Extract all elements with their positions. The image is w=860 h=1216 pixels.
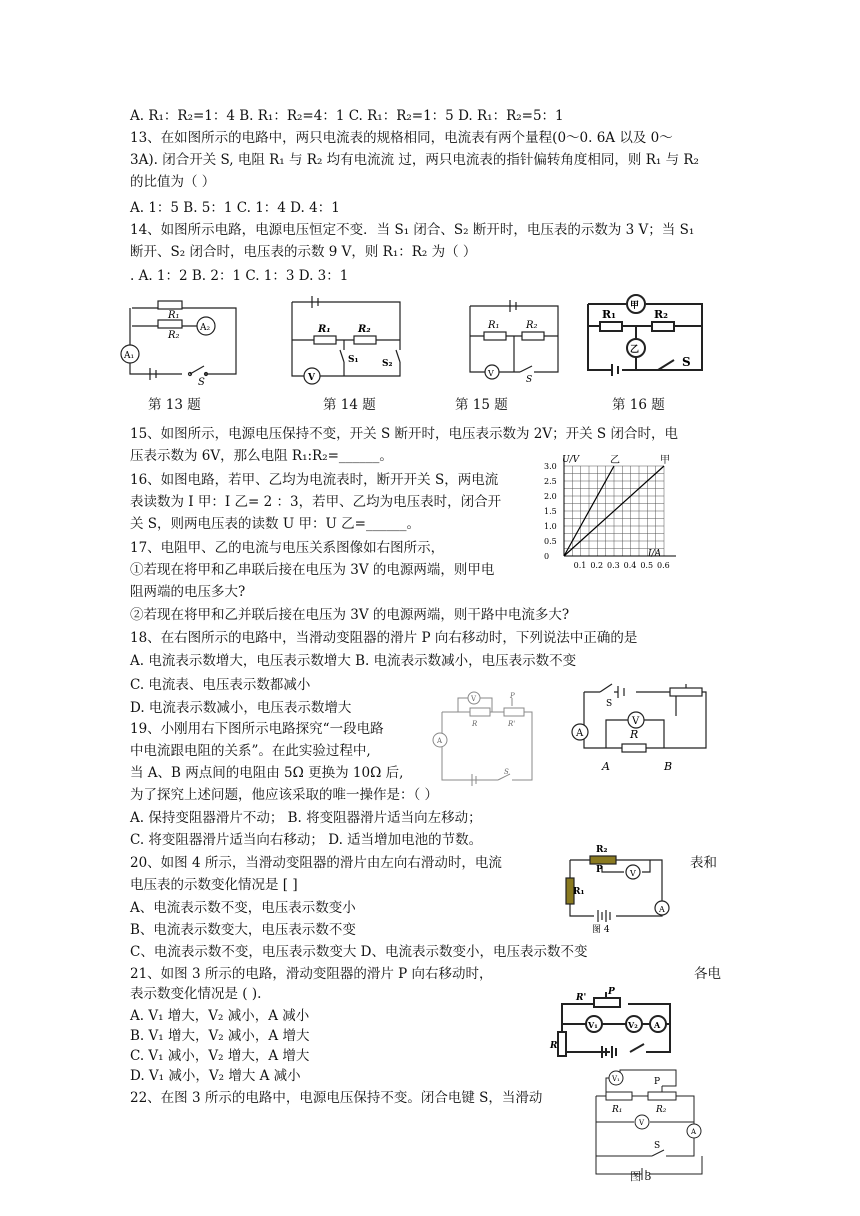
fig4-r1-label: R₁ [573, 887, 585, 897]
chart-y-tick: 0.5 [544, 537, 557, 546]
figure-q14-circuit [284, 292, 408, 382]
figure-3-circuit-q21 [550, 984, 680, 1064]
q18-text: 18、在右图所示的电路中，当滑动变阻器的滑片 P 向右移动时，下列说法中正确的是 [130, 630, 638, 646]
fig4-r2-label: R₂ [596, 845, 608, 855]
fig3b-v-label: V [639, 1119, 645, 1127]
fig3b-r2-label: R₂ [656, 1105, 667, 1115]
q17-text-1: 17、电阻甲、乙的电流与电压关系图像如右图所示， [130, 540, 445, 556]
caption-q13: 第 13 题 [148, 397, 201, 413]
q18-a-label: A [437, 737, 443, 745]
q17-text-2: ①若现在将甲和乙串联后接在电压为 3V 的电源两端，则甲电 [130, 562, 495, 578]
q16-s-label: S [682, 355, 691, 369]
chart-y-tick: 2.5 [544, 477, 557, 486]
chart-x-tick: 0.1 [573, 561, 587, 570]
q16-jia-label: 甲 [630, 301, 640, 311]
q21-text-1b: 各电 [694, 966, 721, 982]
q15-r2-label: R₂ [526, 320, 538, 331]
figure-q19-circuit [566, 682, 716, 776]
chart-xlabel: I/A [648, 549, 662, 559]
q19-s-label: S [606, 699, 613, 709]
q16-r2-label: R₂ [654, 308, 668, 321]
chart-y-tick: 2.0 [544, 492, 557, 501]
q14-text-1: 14、如图所示电路，电源电压恒定不变．当 S₁ 闭合、S₂ 断开时，电压表的示数为 3 V；当 S₁ [130, 222, 695, 238]
q19-text-4: 为了探究上述问题，他应该采取的唯一操作是：（ ） [130, 787, 439, 803]
q13-text-3: 的比值为（ ） [130, 174, 216, 190]
q16-text-3: 关 S，则两电压表的读数 U 甲：U 乙=______。 [130, 516, 420, 532]
fig3-p-label: P [608, 987, 615, 997]
figure-q15-circuit [464, 298, 564, 385]
chart-x-tick: 0.5 [640, 561, 654, 570]
q14-s2-label: S₂ [382, 359, 393, 369]
figure-3-circuit-q22 [592, 1066, 708, 1180]
q13-a2-label: A₂ [200, 323, 211, 333]
q15-r1-label: R₁ [488, 320, 500, 331]
q13-text-2: 3A). 闭合开关 S, 电阻 R₁ 与 R₂ 均有电流流 过，两只电流表的指针偏转角度相同，则 R₁ 与 R₂ [130, 152, 699, 168]
chart-x-tick: 0.3 [607, 561, 620, 570]
q19-point-a: A [602, 760, 610, 773]
q19-point-b: B [664, 760, 673, 773]
chart-ylabel: U/V [562, 455, 580, 465]
q19-v-label: V [632, 716, 640, 727]
fig3b-r1-label: R₁ [612, 1105, 623, 1115]
q21-text-1: 21、如图 3 所示的电路，滑动变阻器的滑片 P 向右移动时， [130, 966, 493, 982]
fig4-v-label: V [630, 869, 636, 878]
caption-q14: 第 14 题 [323, 397, 376, 413]
q18-v-label: V [471, 695, 477, 703]
q14-text-2: 断开、S₂ 闭合时，电压表的示数 9 V，则 R₁：R₂ 为（ ） [130, 244, 477, 260]
q20-option-a: A、电流表示数不变，电压表示数变小 [130, 900, 356, 916]
q21-text-2: 表示数变化情况是 ( ). [130, 986, 262, 1002]
q14-r2-label: R₂ [358, 324, 371, 335]
q20-option-b: B、电流表示数变大，电压表示数不变 [130, 922, 356, 938]
caption-q16: 第 16 题 [612, 397, 665, 413]
q19-option-cd: C. 将变阻器滑片适当向右移动； D. 适当增加电池的节数。 [130, 832, 483, 848]
q16-r1-label: R₁ [602, 308, 616, 321]
q13-a1-label: A₁ [124, 351, 135, 361]
figure-q16-circuit [582, 294, 708, 380]
q15-text-1: 15、如图所示，电源电压保持不变，开关 S 断开时，电压表示数为 2V；开关 S 闭合时，电 [130, 426, 678, 442]
fig3b-v1-label: V₁ [612, 1075, 620, 1083]
caption-fig3: 图 3 [630, 1170, 652, 1183]
fig3b-p-label: P [654, 1077, 661, 1087]
q20-text-1b: 表和 [690, 855, 717, 871]
q14-s1-label: S₁ [348, 355, 359, 365]
q21-option-d: D. V₁ 减小，V₂ 增大 A 减小 [130, 1068, 301, 1084]
q16-text-2: 表读数为 I 甲：I 乙= 2 ：3，若甲、乙均为电压表时，闭合开 [130, 494, 502, 510]
q18-option-d: D. 电流表示数减小，电压表示数增大 [130, 700, 352, 716]
figure-q18-circuit [428, 690, 546, 788]
fig4-caption: 图 4 [592, 925, 610, 935]
fig3-v1-label: V₁ [588, 1020, 598, 1030]
chart-x-tick: 0.4 [623, 561, 637, 570]
fig4-p-label: P [596, 865, 603, 875]
fig3b-s-label: S [654, 1141, 661, 1151]
q19-a-label: A [576, 728, 584, 739]
q18-option-ab: A. 电流表示数增大，电压表示数增大 B. 电流表示数减小，电压表示数不变 [130, 653, 577, 669]
q19-text-2: 中电流跟电阻的关系”。在此实验过程中, [130, 743, 371, 759]
figure-q13-circuit [120, 296, 244, 386]
chart-x-tick: 0.2 [590, 561, 604, 570]
q19-r-label: R [630, 728, 639, 741]
q15-s-label: S [526, 375, 533, 385]
q13-text-1: 13、在如图所示的电路中，两只电流表的规格相同，电流表有两个量程(0～0. 6A 以及 0～ [130, 130, 673, 146]
q18-r-label: R [472, 720, 478, 728]
q21-option-c: C. V₁ 减小，V₂ 增大，A 增大 [130, 1048, 310, 1064]
q18-option-c: C. 电流表、电压表示数都减小 [130, 677, 311, 693]
q21-option-b: B. V₁ 增大，V₂ 减小，A 增大 [130, 1028, 310, 1044]
fig3b-a-label: A [691, 1128, 697, 1136]
q17-text-4: ②若现在将甲和乙并联后接在电压为 3V 的电源两端，则干路中电流多大? [130, 607, 570, 623]
q20-text-1: 20、如图 4 所示，当滑动变阻器的滑片由左向右滑动时，电流 [130, 855, 502, 871]
q21-option-a: A. V₁ 增大，V₂ 减小，A 减小 [130, 1008, 310, 1024]
chart-y-tick: 1.0 [544, 522, 557, 531]
q17-ui-chart [540, 452, 680, 572]
q12-options: A. R₁：R₂=1：4 B. R₁：R₂=4：1 C. R₁：R₂=1：5 D. R₁：R₂=5：1 [130, 108, 564, 124]
q15-v-label: V [488, 369, 494, 378]
q19-text-3: 当 A、B 两点间的电阻由 5Ω 更换为 10Ω 后, [130, 765, 404, 781]
chart-y-tick: 3.0 [544, 462, 557, 471]
q13-r1-label: R₁ [168, 310, 180, 321]
caption-q15: 第 15 题 [455, 397, 508, 413]
q20-option-cd: C、电流表示数不变，电压表示数变大 D、电流表示数变小，电压表示数不变 [130, 944, 588, 960]
fig4-a-label: A [659, 905, 665, 914]
q15-text-2: 压表示数为 6V，那么电阻 R₁:R₂=______。 [130, 448, 393, 464]
chart-x-tick: 0.6 [657, 561, 670, 570]
fig3-a-label: A [654, 1020, 661, 1030]
q14-options: . A. 1：2 B. 2：1 C. 1：3 D. 3：1 [130, 268, 349, 284]
q16-text-1: 16、如图电路，若甲、乙均为电流表时，断开开关 S，两电流 [130, 472, 499, 488]
q17-text-3: 阻两端的电压多大? [130, 584, 246, 600]
fig3-v2-label: V₂ [628, 1020, 638, 1030]
chart-y-tick: 0 [544, 552, 550, 561]
q13-s-label: S [198, 377, 205, 388]
q19-option-ab: A. 保持变阻器滑片不动； B. 将变阻器滑片适当向左移动； [130, 810, 482, 826]
chart-series-label: 乙 [610, 455, 620, 466]
q18-p-label: P [510, 692, 515, 700]
q18-rp-label: R' [508, 720, 516, 728]
q14-v-label: V [308, 373, 315, 383]
q14-r1-label: R₁ [318, 324, 331, 335]
q18-s-label: S [504, 768, 509, 776]
q13-options: A. 1：5 B. 5：1 C. 1：4 D. 4：1 [130, 200, 340, 216]
q13-r2-label: R₂ [168, 330, 180, 341]
chart-series-label: 甲 [660, 455, 670, 466]
chart-y-tick: 1.5 [544, 507, 557, 516]
q19-text-1: 19、小刚用右下图所示电路探究“一段电路 [130, 721, 384, 737]
q22-text-1: 22、在图 3 所示的电路中，电源电压保持不变。闭合电键 S，当滑动 [130, 1090, 543, 1106]
fig3-r-label: R [550, 1041, 558, 1051]
figure-4-circuit [560, 838, 670, 934]
q20-text-2: 电压表的示数变化情况是 [ ] [130, 877, 298, 893]
fig3-rp-label: R' [576, 993, 587, 1003]
q16-yi-label: 乙 [630, 345, 640, 355]
